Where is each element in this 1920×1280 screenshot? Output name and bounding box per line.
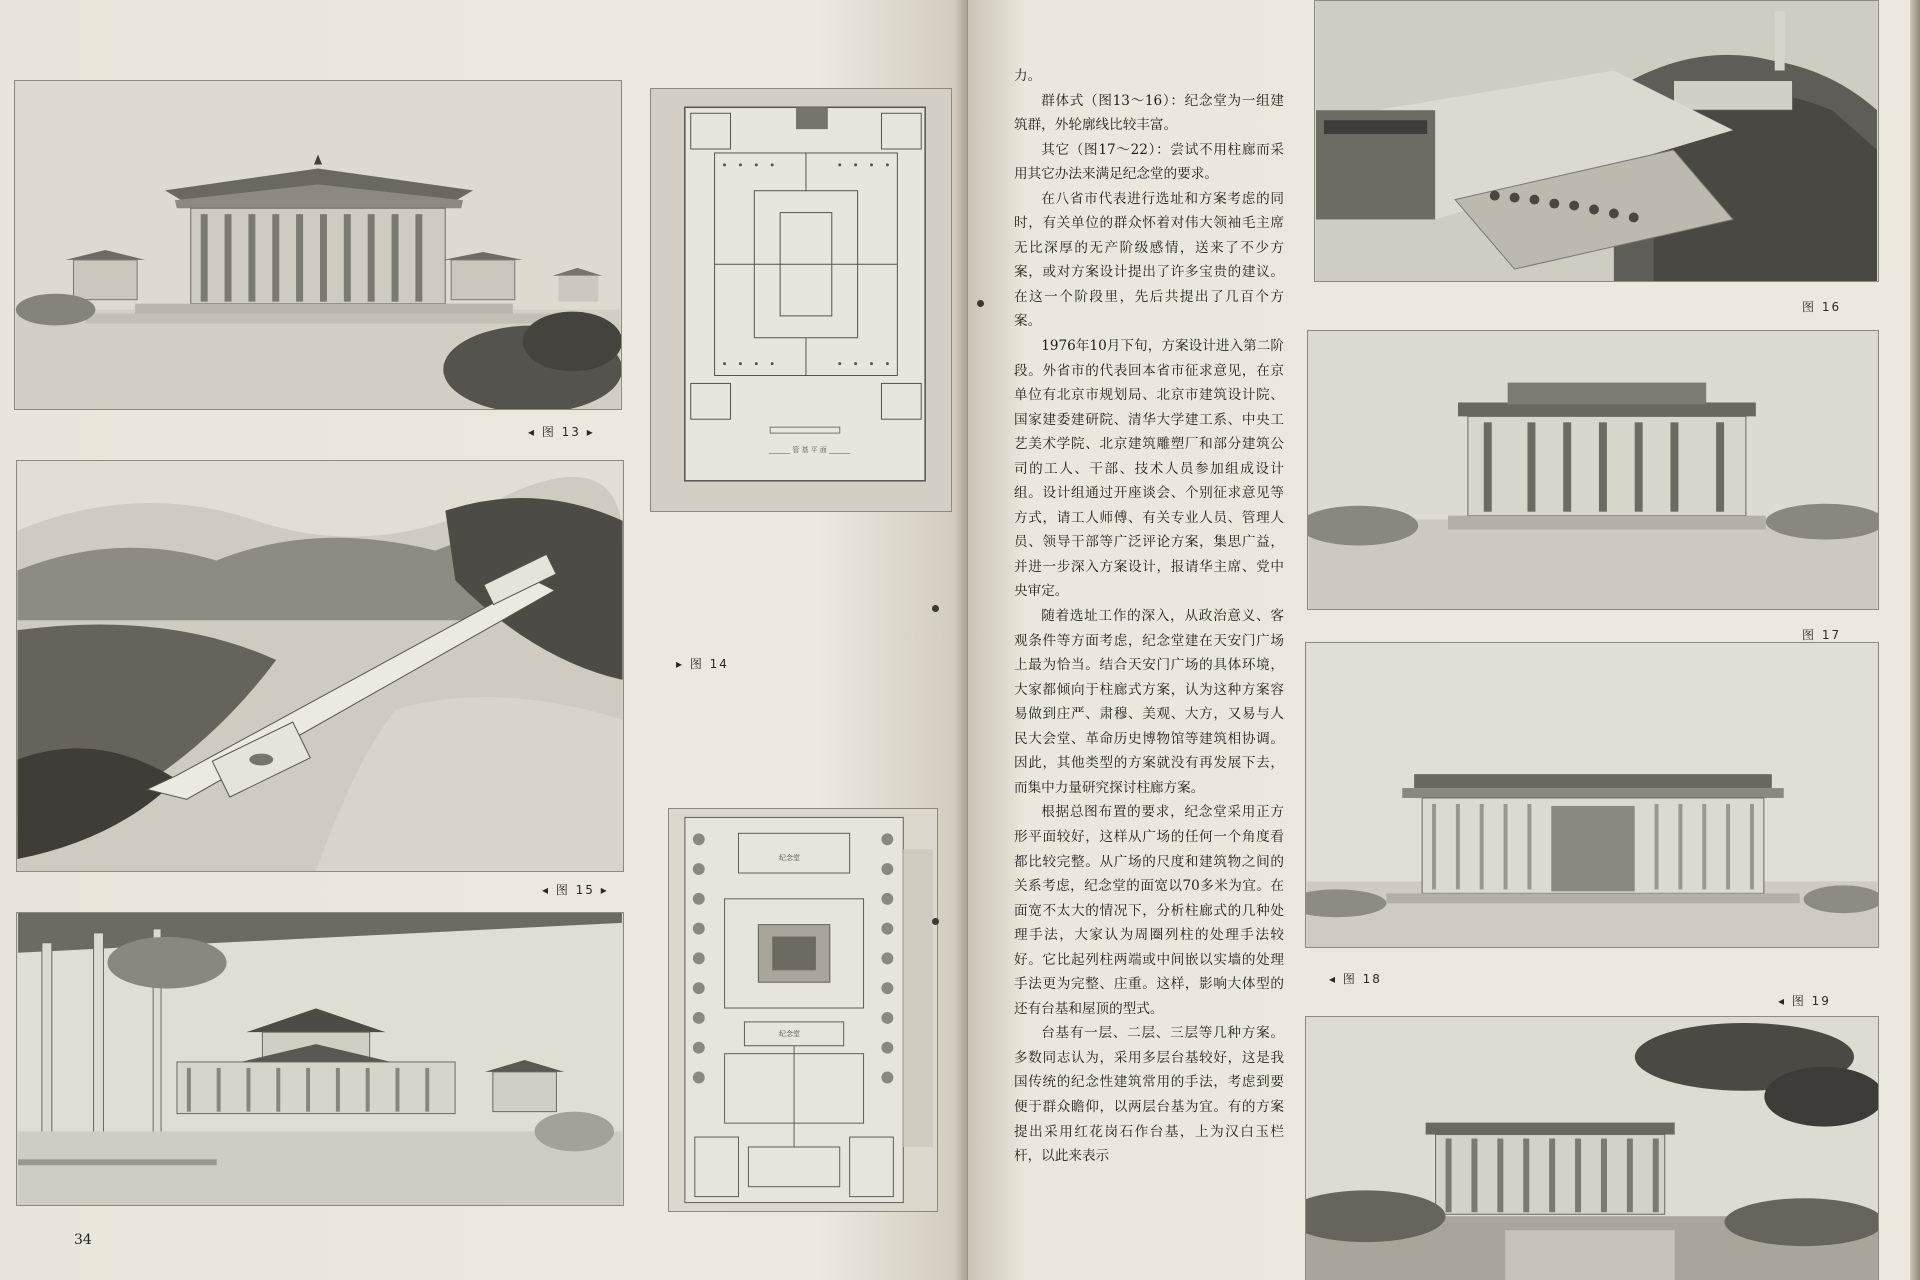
- binding-hole-1: [977, 300, 984, 307]
- aerial-landscape-sketch-icon: [17, 461, 623, 871]
- binding-hole-3: [932, 918, 939, 925]
- figure-16-image: [1314, 0, 1879, 282]
- figure-20-image: [668, 808, 938, 1212]
- figure-13-caption: ◂ 图 13 ▸: [528, 425, 595, 439]
- figure-14-caption: ▸ 图 14: [676, 657, 729, 671]
- flat-roof-hall-perspective-icon: [1306, 643, 1878, 947]
- paragraph-6: 随着选址工作的深入，从政治意义、客观条件等方面考虑，纪念堂建在天安门广场上最为恰当。结合天安门广场的具体环境，大家都倾向于柱廊式方案，认为这种方案容易做到庄严、肃穆、美观、大方，又易与人民大会堂、革命历史博物馆等建筑相协调。因此，其他类型的方案就没有再发展下去，而集中力量研究探讨柱廊方案。: [1014, 608, 1284, 796]
- binding-hole-2: [932, 605, 939, 612]
- figure-17-image: [1307, 330, 1879, 610]
- page-number: 34: [74, 1232, 92, 1248]
- paragraph-3: 其它（图17～22）：尝试不用柱廊而采用其它办法来满足纪念堂的要求。: [1014, 141, 1284, 183]
- figure-18-caption: ◂ 图 18: [1329, 972, 1382, 986]
- aerial-site-model-photo-icon: [1315, 1, 1878, 281]
- classical-roof-memorial-perspective-drawing-icon: [15, 81, 621, 409]
- figure-14-scale-label: ______ 管 基 平 面 ______: [769, 446, 851, 454]
- figure-15-image: [16, 460, 624, 872]
- paragraph-5: 1976年10月下旬，方案设计进入第二阶段。外省市的代表回本省市征求意见，在京单位有北京市规划局、北京市建筑设计院、国家建委建研院、清华大学建工系、中央工艺美术学院、北京建筑雕塑厂和部分建筑公司的工人、干部、技术人员参加组成设计组。设计组通过开座谈会、个别征求意见等方式，请工人师傅、有关专业人员、管理人员、领导干部等广泛评论方案，集思广益，并进一步深入方案设计，报请华主席、党中央审定。: [1014, 338, 1284, 600]
- site-plan-drawing-icon: [669, 809, 937, 1211]
- figure-19-image: [1305, 642, 1879, 948]
- body-text-column: [1014, 64, 1284, 1169]
- figure-18-image: [16, 912, 624, 1206]
- paragraph-7: 根据总图布置的要求，纪念堂采用正方形平面较好，这样从广场的任何一个角度看都比较完整。从广场的尺度和建筑物之间的关系考虑，纪念堂的面宽以70多米为宜。在面宽不太大的情况下，分析柱廊式的几种处理手法，大家认为周圈列柱的处理手法较好。它比起列柱两端或中间嵌以实墙的处理手法更为完整、庄重。这样，影响大体型的还有台基和屋顶的型式。: [1014, 804, 1284, 1017]
- figure-16-caption: 图 16: [1802, 300, 1842, 314]
- figure-21-image: [1305, 1016, 1879, 1280]
- page-edge: [1910, 0, 1920, 1280]
- pavilion-complex-perspective-icon: [17, 913, 623, 1205]
- figure-17-caption: 图 17: [1802, 628, 1842, 642]
- paragraph-8: 台基有一层、二层、三层等几种方案。多数同志认为，采用多层台基较好，这是我国传统的纪念性建筑常用的手法，考虑到要便于群众瞻仰，以两层台基为宜。有的方案提出采用红花岗石作台基，上为汉白玉栏杆，以此来表示: [1014, 1025, 1284, 1165]
- figure-20-label-mid: 纪念堂: [779, 1030, 800, 1038]
- figure-15-caption: ◂ 图 15 ▸: [542, 883, 609, 897]
- colonnade-building-perspective-icon: [1308, 331, 1878, 609]
- paragraph-4: 在八省市代表进行选址和方案考虑的同时，有关单位的群众怀着对伟大领袖毛主席无比深厚的无产阶级感情，送来了不少方案，或对方案设计提出了许多宝贵的建议。在这一个阶段里，先后共提出了几百个方案。: [1014, 190, 1284, 330]
- hall-with-pine-trees-perspective-icon: [1306, 1017, 1878, 1280]
- figure-20-label-top: 纪念堂: [779, 854, 800, 862]
- figure-13-image: [14, 80, 622, 410]
- figure-14-image: [650, 88, 952, 512]
- paragraph-2: 群体式（图13～16）：纪念堂为一组建筑群，外轮廓线比较丰富。: [1014, 92, 1284, 134]
- figure-19-caption: ◂ 图 19: [1778, 994, 1831, 1008]
- paragraph-1: 力。: [1014, 68, 1042, 84]
